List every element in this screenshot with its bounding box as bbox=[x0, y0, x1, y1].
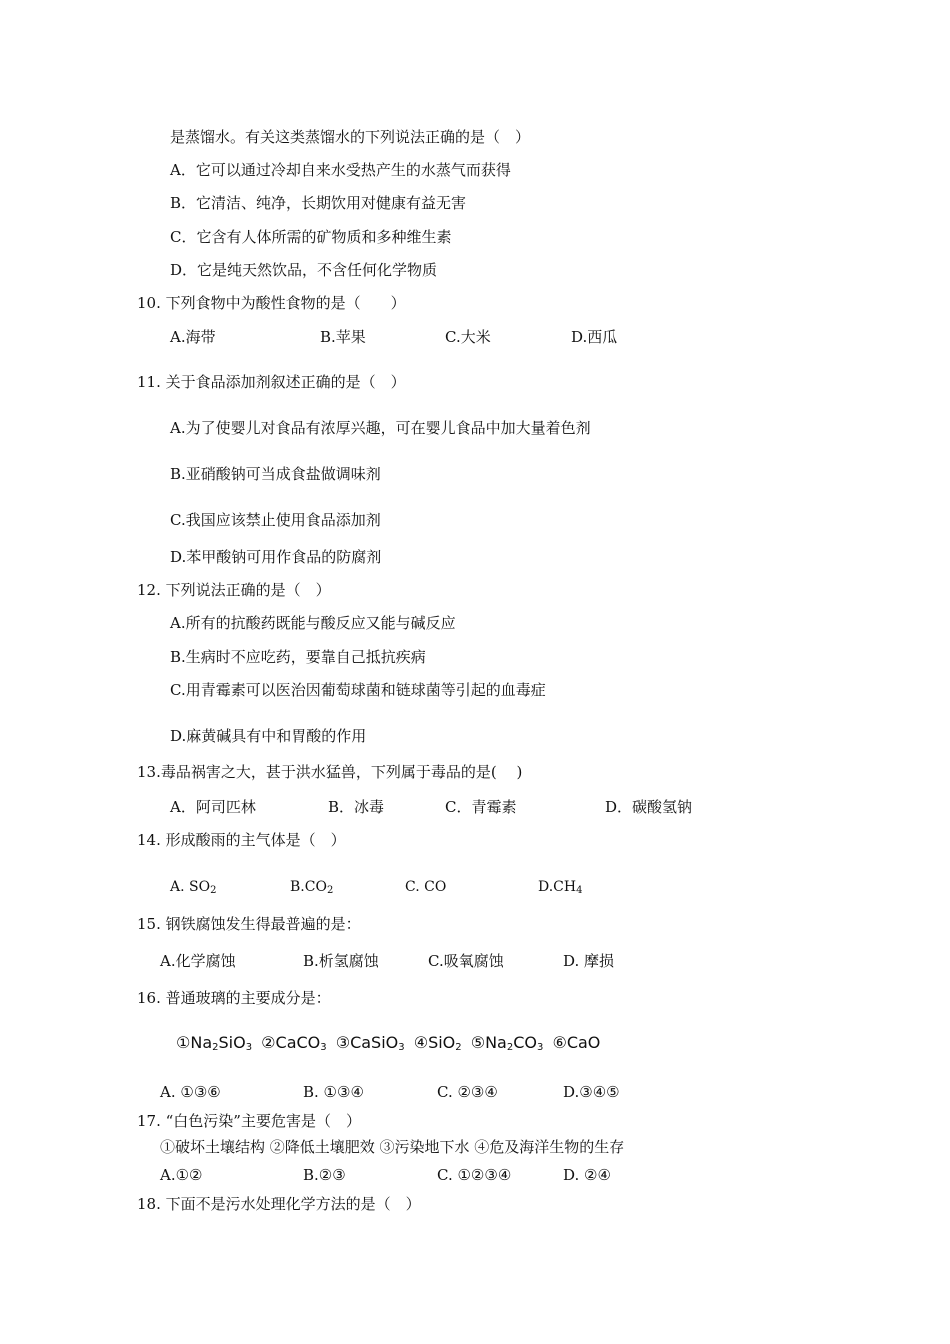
q10-option-a: A.海带 bbox=[170, 328, 216, 346]
q10-option-b: B.苹果 bbox=[320, 328, 366, 346]
q10-option-d: D.西瓜 bbox=[571, 328, 618, 346]
q9-option-d: D．它是纯天然饮品，不含任何化学物质 bbox=[170, 261, 438, 279]
q17-stem: 17. “白色污染”主要危害是（ ） bbox=[137, 1112, 361, 1130]
q16-stem: 16. 普通玻璃的主要成分是： bbox=[137, 989, 331, 1007]
q12-option-a: A.所有的抗酸药既能与酸反应又能与碱反应 bbox=[170, 614, 456, 632]
q11-option-b: B.亚硝酸钠可当成食盐做调味剂 bbox=[170, 465, 381, 483]
q13-option-b: B．冰毒 bbox=[328, 798, 385, 816]
q11-option-c: C.我国应该禁止使用食品添加剂 bbox=[170, 511, 381, 529]
q11-option-a: A.为了使婴儿对食品有浓厚兴趣，可在婴儿食品中加大量着色剂 bbox=[170, 419, 591, 437]
q15-stem: 15. 钢铁腐蚀发生得最普遍的是： bbox=[137, 915, 361, 933]
q9-option-b: B．它清洁、纯净，长期饮用对健康有益无害 bbox=[170, 194, 467, 212]
q10-option-c: C.大米 bbox=[445, 328, 491, 346]
q10-stem: 10. 下列食物中为酸性食物的是（ ） bbox=[137, 294, 406, 312]
q14-stem: 14. 形成酸雨的主气体是（ ） bbox=[137, 831, 346, 849]
q14-option-b-text: B.CO bbox=[290, 879, 327, 895]
q16-item: ⑥CaO bbox=[552, 1033, 601, 1052]
q14-option-a bbox=[170, 877, 216, 897]
q16-option-d: D.③④⑤ bbox=[563, 1083, 620, 1101]
q9-option-c: C．它含有人体所需的矿物质和多种维生素 bbox=[170, 228, 452, 246]
q14-option-d-text: D.CH bbox=[538, 879, 577, 895]
q16-item: $①Na_2SiO_3$ bbox=[176, 1033, 253, 1053]
q16-item: ④SiO$_2$ bbox=[413, 1033, 462, 1053]
q12-option-b: B.生病时不应吃药，要靠自己抵抗疾病 bbox=[170, 648, 426, 666]
q9-stem: 是蒸馏水。有关这类蒸馏水的下列说法正确的是（ ） bbox=[170, 128, 531, 146]
q11-option-d: D.苯甲酸钠可用作食品的防腐剂 bbox=[170, 548, 382, 566]
q12-option-c: C.用青霉素可以医治因葡萄球菌和链球菌等引起的血毒症 bbox=[170, 681, 546, 699]
q14-option-b bbox=[290, 877, 333, 897]
q13-option-d: D．碳酸氢钠 bbox=[605, 798, 693, 816]
q13-option-a: A．阿司匹林 bbox=[170, 798, 256, 816]
q16-item: ③CaSiO$_3$ bbox=[335, 1033, 405, 1053]
q17-option-a: A.①② bbox=[160, 1166, 203, 1184]
q9-option-a: A．它可以通过冷却自来水受热产生的水蒸气而获得 bbox=[170, 161, 511, 179]
q14-option-a-text: A. SO bbox=[170, 879, 211, 895]
q15-option-a: A.化学腐蚀 bbox=[160, 952, 236, 970]
q14-option-b-subscript: 2 bbox=[326, 885, 334, 896]
q15-option-b: B.析氢腐蚀 bbox=[303, 952, 379, 970]
q17-items: ①破坏土壤结构 ②降低土壤肥效 ③污染地下水 ④危及海洋生物的生存 bbox=[160, 1138, 625, 1156]
q16-option-c: C. ②③④ bbox=[437, 1083, 498, 1101]
q18-stem: 18. 下面不是污水处理化学方法的是（ ） bbox=[137, 1195, 421, 1213]
q12-option-d: D.麻黄碱具有中和胃酸的作用 bbox=[170, 727, 367, 745]
q14-option-d bbox=[538, 877, 582, 897]
q17-option-d: D. ②④ bbox=[563, 1166, 611, 1184]
q15-option-c: C.吸氧腐蚀 bbox=[428, 952, 504, 970]
q16-item: $⑤Na_2CO_3$ bbox=[470, 1033, 544, 1053]
q17-option-c: C. ①②③④ bbox=[437, 1166, 512, 1184]
q14-option-a-subscript: 2 bbox=[210, 885, 217, 896]
q14-option-d-subscript: 4 bbox=[576, 885, 583, 896]
q14-option-c: C. CO bbox=[405, 879, 447, 895]
q13-stem: 13.毒品祸害之大，甚于洪水猛兽，下列属于毒品的是( ) bbox=[137, 763, 523, 781]
q12-stem: 12. 下列说法正确的是（ ） bbox=[137, 581, 331, 599]
q16-item: ②CaCO$_3$ bbox=[261, 1033, 327, 1053]
q16-components bbox=[176, 1033, 600, 1053]
q17-option-b: B.②③ bbox=[303, 1166, 346, 1184]
q15-option-d: D. 摩损 bbox=[563, 952, 615, 970]
q16-option-a: A. ①③⑥ bbox=[160, 1083, 221, 1101]
q13-option-c: C．青霉素 bbox=[445, 798, 517, 816]
q16-option-b: B. ①③④ bbox=[303, 1083, 364, 1101]
q11-stem: 11. 关于食品添加剂叙述正确的是（ ） bbox=[137, 373, 406, 391]
